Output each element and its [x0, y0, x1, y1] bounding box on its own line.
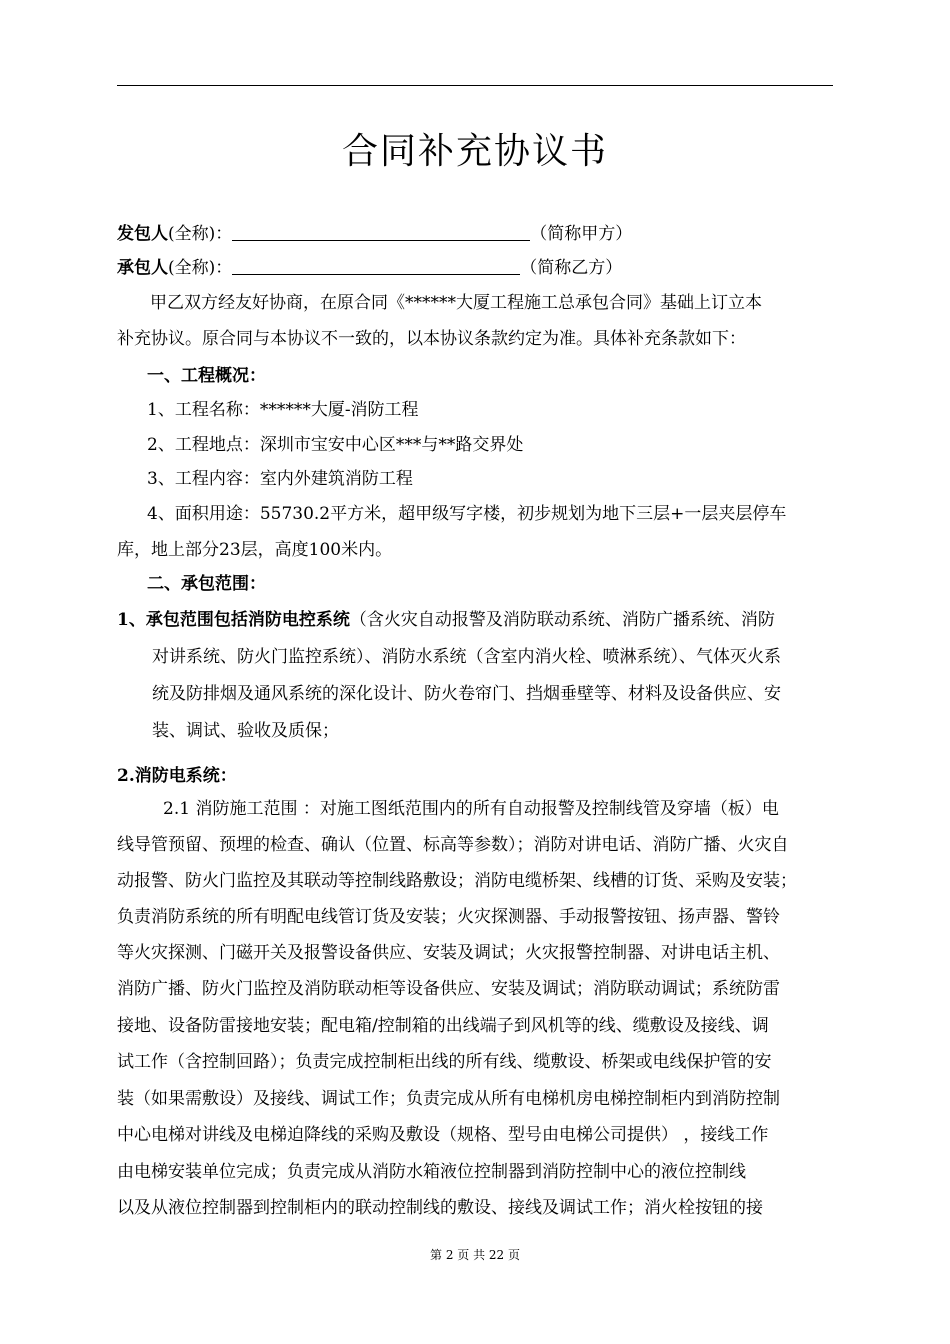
contractor-label: 承包人: [117, 258, 168, 278]
employer-name-blank: [232, 222, 530, 241]
section-heading-scope: 二、承包范围：: [147, 574, 266, 594]
body-line: 以及从液位控制器到控制柜内的联动控制线的敷设、接线及调试工作；消火栓按钮的接: [117, 1198, 763, 1218]
body-line: 接地、设备防雷接地安装；配电箱/控制箱的出线端子到风机等的线、缆敷设及接线、调: [117, 1016, 769, 1036]
scope-item-line: 装、调试、验收及质保；: [152, 721, 339, 741]
contractor-abbr: （简称乙方）: [520, 258, 623, 278]
section-heading-fire-electrical: 2.消防电系统：: [117, 766, 237, 786]
employer-suffix: (全称)：: [168, 224, 233, 244]
body-line: 等火灾探测、门磁开关及报警设备供应、安装及调试；火灾报警控制器、对讲电话主机、: [117, 943, 780, 963]
document-title: 合同补充协议书: [341, 131, 608, 172]
overview-item: 4、面积用途：55730.2平方米，超甲级写字楼，初步规划为地下三层+一层夹层停车: [147, 504, 787, 524]
employer-label: 发包人: [117, 224, 168, 244]
intro-line: 补充协议。原合同与本协议不一致的，以本协议条款约定为准。具体补充条款如下：: [117, 329, 746, 349]
overview-item: 2、工程地点：深圳市宝安中心区***与**路交界处: [147, 435, 524, 455]
scope-item-line: 统及防排烟及通风系统的深化设计、防火卷帘门、挡烟垂壁等、材料及设备供应、安: [152, 684, 781, 704]
overview-item: 1、工程名称：******大厦-消防工程: [147, 400, 419, 420]
section-heading-overview: 一、工程概况：: [147, 366, 266, 386]
body-line: 负责消防系统的所有明配电线管订货及安装；火灾探测器、手动报警按钮、扬声器、警铃: [117, 907, 780, 927]
body-line: 2.1 消防施工范围 ：对施工图纸范围内的所有自动报警及控制线管及穿墙（板）电: [163, 799, 779, 819]
overview-item: 3、工程内容：室内外建筑消防工程: [147, 469, 413, 489]
body-line: 由电梯安装单位完成；负责完成从消防水箱液位控制器到消防控制中心的液位控制线: [117, 1162, 746, 1182]
body-line: 线导管预留、预埋的检查、确认（位置、标高等参数）；消防对讲电话、消防广播、火灾自: [117, 835, 789, 855]
body-line: 动报警、防火门监控及其联动等控制线路敷设；消防电缆桥架、线槽的订货、采购及安装；: [117, 871, 797, 891]
body-line: 消防广播、防火门监控及消防联动柜等设备供应、安装及调试；消防联动调试；系统防雷: [117, 979, 780, 999]
scope-item-line: 对讲系统、防火门监控系统）、消防水系统（含室内消火栓、喷淋系统）、气体灭火系: [152, 647, 781, 667]
header-rule: [117, 85, 833, 86]
employer-abbr: （简称甲方）: [530, 224, 633, 244]
scope-item-line: [117, 608, 775, 632]
page-footer: 第 2 页 共 22 页: [430, 1248, 520, 1262]
body-line: 中心电梯对讲线及电梯迫降线的采购及敷设（规格、型号由电梯公司提供） ，接线工作: [117, 1125, 769, 1145]
contractor-line: [117, 256, 622, 280]
scope-item-text: （含火灾自动报警及消防联动系统、消防广播系统、消防: [349, 610, 775, 630]
body-line: 试工作（含控制回路）；负责完成控制柜出线的所有线、缆敷设、桥架或电线保护管的安: [117, 1052, 772, 1072]
contractor-suffix: (全称)：: [168, 258, 233, 278]
scope-item-bold: 1、承包范围包括消防电控系统: [117, 610, 350, 630]
contractor-name-blank: [232, 256, 520, 275]
overview-item: 库，地上部分23层，高度100米内。: [117, 540, 393, 560]
employer-line: [117, 222, 632, 246]
intro-line: 甲乙双方经友好协商，在原合同《******大厦工程施工总承包合同》基础上订立本: [150, 293, 762, 313]
body-line: 装（如果需敷设）及接线、调试工作；负责完成从所有电梯机房电梯控制柜内到消防控制: [117, 1089, 780, 1109]
